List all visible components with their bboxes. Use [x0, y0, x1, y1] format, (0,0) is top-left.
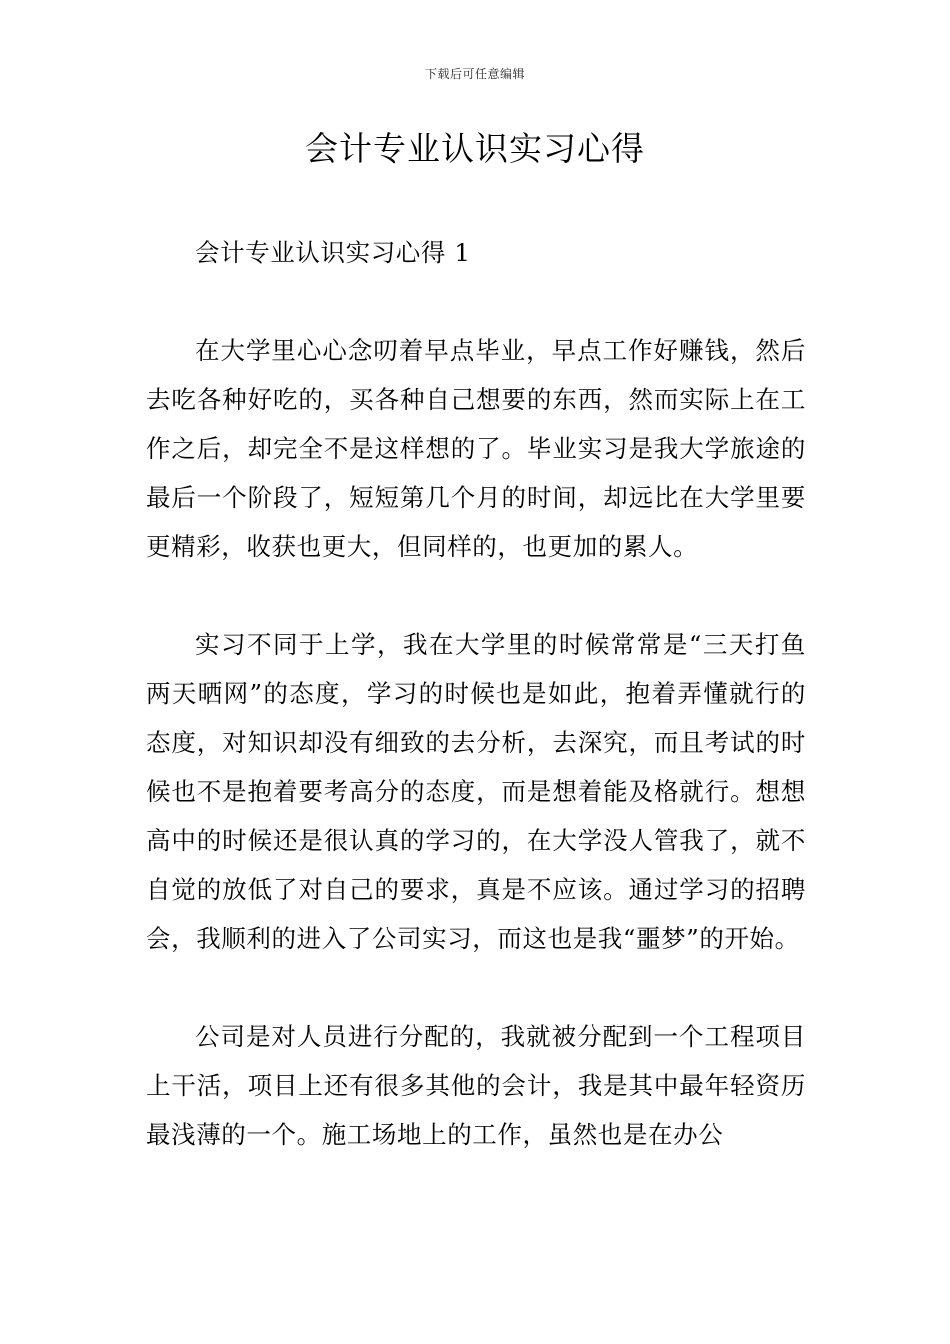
- document-title: 会计专业认识实习心得: [305, 129, 645, 168]
- paragraph-3: 公司是对人员进行分配的，我就被分配到一个工程项目上干活，项目上还有很多其他的会计，我是其中最年轻资历最浅薄的一个。施工场地上的工作，虽然也是在办公: [146, 1022, 806, 1149]
- document-body: [146, 228, 806, 1208]
- paragraph-2: 实习不同于上学，我在大学里的时候常常是“三天打鱼两天晒网”的态度，学习的时候也是如此，抱着弄懂就行的态度，对知识却没有细致的去分析，去深究，而且考试的时候也不是抱着要考高分的态度，而是想着能及格就行。想想高中的时候还是很认真的学习的，在大学没人管我了，就不自觉的放低了对自己的要求，真是不应该。通过学习的招聘会，我顺利的进入了公司实习，而这也是我“噩梦”的开始。: [146, 630, 806, 953]
- header-note: 下载后可任意编辑: [424, 67, 525, 81]
- paragraph-1: 在大学里心心念叨着早点毕业，早点工作好赚钱，然后去吃各种好吃的，买各种自己想要的东西，然而实际上在工作之后，却完全不是这样想的了。毕业实习是我大学旅途的最后一个阶段了，短短第几个月的时间，却远比在大学里要更精彩，收获也更大，但同样的，也更加的累人。: [146, 336, 806, 561]
- section-subtitle: 会计专业认识实习心得 1: [195, 238, 471, 267]
